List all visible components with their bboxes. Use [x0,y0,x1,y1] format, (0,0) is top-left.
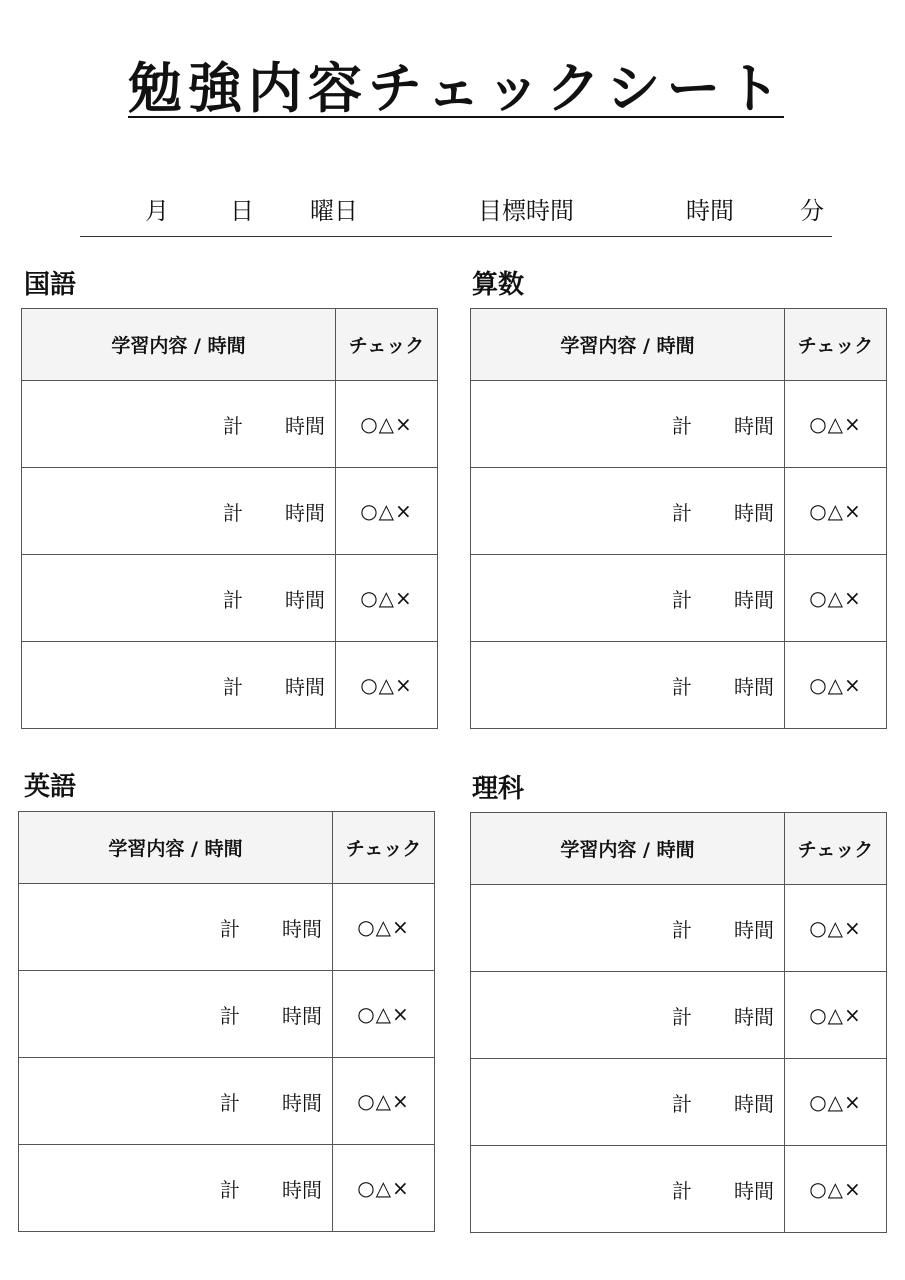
check-marks[interactable]: ○△× [336,555,438,642]
hours-label: 時間 [282,916,322,941]
total-label: 計 [672,587,692,612]
total-label: 計 [223,587,243,612]
table-row [471,555,887,642]
check-marks[interactable]: ○△× [333,884,435,971]
hours-label: 時間 [734,1091,774,1116]
hours-label: 時間 [282,1003,322,1028]
study-table-english [18,811,435,1232]
total-label: 計 [672,674,692,699]
table-row [19,1145,435,1232]
content-header: 学習内容 / 時間 [471,309,785,381]
hours-label: 時間 [282,1090,322,1115]
study-table-science [470,812,887,1233]
check-header: チェック [333,812,435,884]
check-marks[interactable]: ○△× [333,1058,435,1145]
study-content-cell[interactable] [471,972,785,1059]
content-header: 学習内容 / 時間 [19,812,333,884]
check-marks[interactable]: ○△× [333,1145,435,1232]
goal-time-label: 目標時間 [478,197,574,225]
check-marks[interactable]: ○△× [785,381,887,468]
table-row [471,642,887,729]
check-marks[interactable]: ○△× [785,1059,887,1146]
hours-label: 時間 [734,413,774,438]
total-label: 計 [672,1178,692,1203]
table-row [19,1058,435,1145]
table-row [471,381,887,468]
check-marks[interactable]: ○△× [785,1146,887,1233]
check-marks[interactable]: ○△× [336,642,438,729]
study-content-cell[interactable] [19,1058,333,1145]
check-marks[interactable]: ○△× [785,642,887,729]
hours-label: 時間 [734,917,774,942]
study-content-cell[interactable] [471,885,785,972]
check-marks[interactable]: ○△× [333,971,435,1058]
total-label: 計 [223,500,243,525]
content-header: 学習内容 / 時間 [22,309,336,381]
check-marks[interactable]: ○△× [785,468,887,555]
check-marks[interactable]: ○△× [336,468,438,555]
content-header: 学習内容 / 時間 [471,813,785,885]
table-row [22,468,438,555]
hours-label: 時間 [285,500,325,525]
hours-label: 時間 [734,1178,774,1203]
subject-title-english: 英語 [24,772,77,802]
goal-hours-label: 時間 [686,197,734,225]
total-label: 計 [672,500,692,525]
study-content-cell[interactable] [19,884,333,971]
check-header: チェック [336,309,438,381]
table-row [471,468,887,555]
table-row [471,1146,887,1233]
check-header: チェック [785,309,887,381]
subject-title-science: 理科 [472,774,525,804]
subject-title-japanese: 国語 [24,270,77,300]
table-row [19,971,435,1058]
study-content-cell[interactable] [471,555,785,642]
day-label: 日 [230,197,254,225]
table-row [22,555,438,642]
check-header: チェック [785,813,887,885]
table-row [22,642,438,729]
study-table-math [470,308,887,729]
hours-label: 時間 [285,674,325,699]
check-marks[interactable]: ○△× [785,972,887,1059]
weekday-label: 曜日 [310,197,358,225]
total-label: 計 [672,1091,692,1116]
title-underline [128,116,784,118]
table-row [19,884,435,971]
table-row [471,1059,887,1146]
total-label: 計 [223,674,243,699]
hours-label: 時間 [734,1004,774,1029]
check-marks[interactable]: ○△× [785,555,887,642]
hours-label: 時間 [282,1177,322,1202]
total-label: 計 [223,413,243,438]
goal-minutes-label: 分 [800,197,824,225]
table-row [471,885,887,972]
study-content-cell[interactable] [471,1059,785,1146]
table-row [22,381,438,468]
study-content-cell[interactable] [471,381,785,468]
total-label: 計 [672,917,692,942]
study-content-cell[interactable] [471,642,785,729]
study-table-japanese [21,308,438,729]
study-content-cell[interactable] [471,1146,785,1233]
header-underline [80,236,832,237]
total-label: 計 [220,916,240,941]
total-label: 計 [220,1090,240,1115]
page-title: 勉強内容チェックシート [128,57,787,120]
check-marks[interactable]: ○△× [336,381,438,468]
study-content-cell[interactable] [22,642,336,729]
study-content-cell[interactable] [22,555,336,642]
total-label: 計 [672,1004,692,1029]
month-label: 月 [145,197,169,225]
table-row [471,972,887,1059]
hours-label: 時間 [734,674,774,699]
study-content-cell[interactable] [22,381,336,468]
study-content-cell[interactable] [22,468,336,555]
total-label: 計 [220,1177,240,1202]
study-content-cell[interactable] [471,468,785,555]
subject-title-math: 算数 [472,270,525,300]
hours-label: 時間 [285,413,325,438]
total-label: 計 [672,413,692,438]
study-content-cell[interactable] [19,1145,333,1232]
hours-label: 時間 [734,500,774,525]
study-content-cell[interactable] [19,971,333,1058]
hours-label: 時間 [734,587,774,612]
total-label: 計 [220,1003,240,1028]
hours-label: 時間 [285,587,325,612]
check-marks[interactable]: ○△× [785,885,887,972]
